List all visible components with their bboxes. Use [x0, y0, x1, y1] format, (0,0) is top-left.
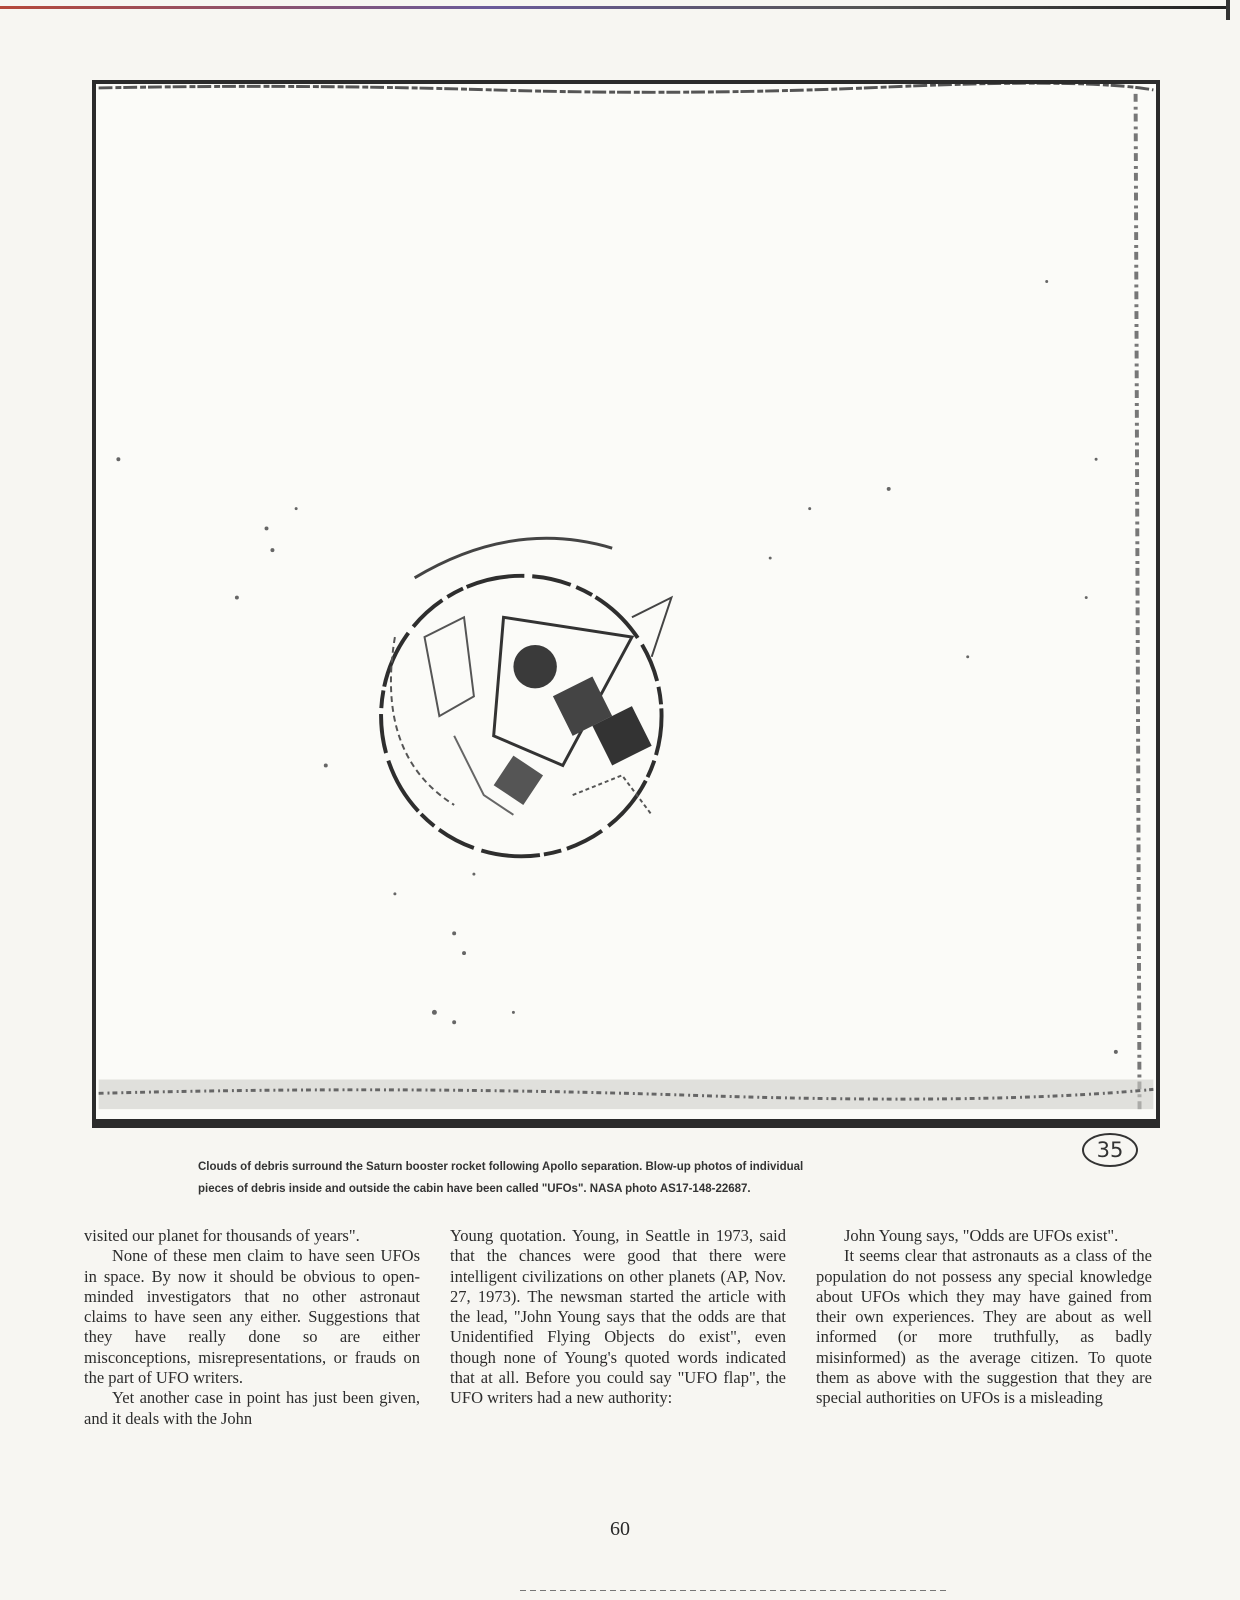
page-number: 60 [610, 1518, 630, 1540]
booster-porthole [381, 538, 671, 856]
caption-line-2: pieces of debris inside and outside the cabin have been called "UFOs". NASA photo AS17-148-22687. [198, 1183, 751, 1195]
right-edge-mark [1226, 0, 1230, 20]
paragraph: Young quotation. Young, in Seattle in 1973, said that the chances were good that there were intelligent civilizations on other planets (AP, Nov. 27, 1973). The newsman started the article with the lead, "John Young says that the odds are that Unidentified Flying Objects do exist", even though none of Young's quoted words indicated that at all. Before you could say "UFO flap", the UFO writers had a new authority: [450, 1226, 786, 1408]
paragraph: None of these men claim to have seen UFOs in space. By now it should be obvious to open-minded investigators that no other astronaut claims to have seen any either. Suggestions that they have really done so are either misconceptions, misrepresentations, or frauds on the part of UFO writers. [84, 1246, 420, 1388]
text-column-2 [450, 1226, 786, 1409]
paragraph: It seems clear that astronauts as a class of the population do not possess any special knowledge about UFOs which they may have gained from their own experiences. They are about as well informed (or more truthfully, as badly misinformed) as the average citizen. To quote them as above with the suggestion that they are special authorities on UFOs is a misleading [816, 1246, 1152, 1408]
bottom-dashed-rule [520, 1590, 950, 1591]
photo-illustration [96, 84, 1156, 1119]
text-column-1 [84, 1226, 420, 1429]
paragraph: John Young says, "Odds are UFOs exist". [844, 1226, 1119, 1245]
photo-caption [198, 1156, 1058, 1200]
text-column-3 [816, 1226, 1152, 1409]
top-border-rule [0, 6, 1226, 9]
paragraph: Yet another case in point has just been given, and it deals with the John [84, 1388, 420, 1428]
paragraph: visited our planet for thousands of years". [84, 1226, 360, 1245]
nasa-photo [92, 80, 1160, 1128]
caption-line-1: Clouds of debris surround the Saturn booster rocket following Apollo separation. Blow-up photos of individual [198, 1161, 804, 1173]
photo-number-label: 35 [1082, 1133, 1138, 1167]
